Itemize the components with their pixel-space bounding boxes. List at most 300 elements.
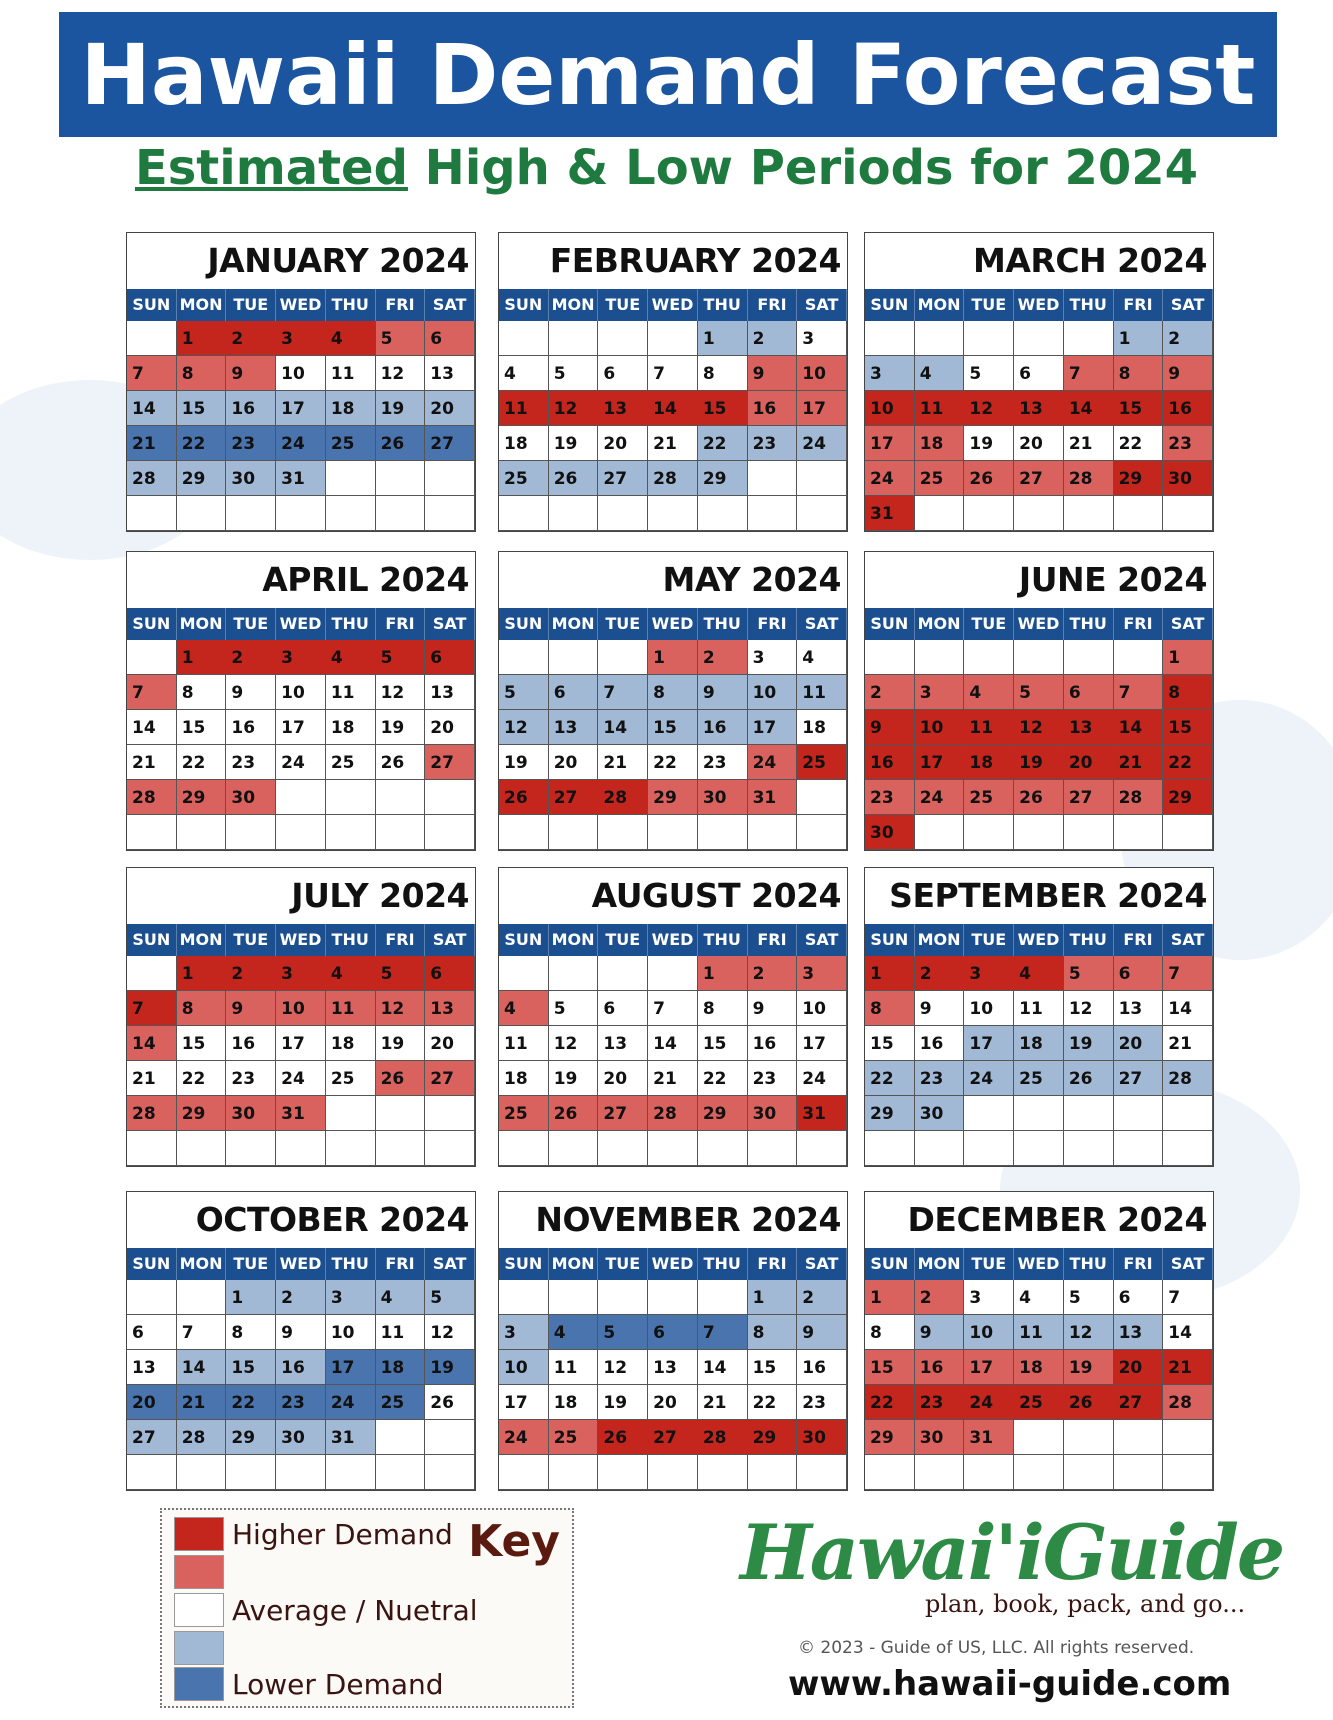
day-cell: 6: [598, 991, 648, 1026]
day-cell: 23: [1163, 426, 1213, 461]
weekday-label: MON: [549, 1248, 599, 1280]
empty-cell: [549, 956, 599, 991]
empty-cell: [1114, 1096, 1164, 1131]
day-cell: 11: [326, 675, 376, 710]
day-cell: 28: [1064, 461, 1114, 496]
day-cell: 23: [748, 1061, 798, 1096]
day-cell: 1: [698, 321, 748, 356]
day-cell: 7: [598, 675, 648, 710]
day-cell: 20: [648, 1385, 698, 1420]
day-cell: 21: [1163, 1350, 1213, 1385]
empty-cell: [1064, 1420, 1114, 1455]
day-cell: 12: [598, 1350, 648, 1385]
day-cell: 7: [1114, 675, 1164, 710]
legend-key: [160, 1508, 574, 1708]
day-cell: 29: [177, 461, 227, 496]
month-title: MAY 2024: [662, 560, 841, 599]
day-cell: 11: [964, 710, 1014, 745]
day-cell: 28: [648, 1096, 698, 1131]
empty-cell: [276, 496, 326, 531]
empty-cell: [499, 1131, 549, 1166]
day-cell: 18: [326, 710, 376, 745]
month-calendar: [498, 551, 848, 851]
weekday-label: MON: [915, 608, 965, 640]
day-cell: 18: [326, 1026, 376, 1061]
day-cell: 3: [964, 956, 1014, 991]
empty-cell: [648, 815, 698, 850]
day-cell: 6: [425, 321, 475, 356]
day-cell: 5: [598, 1315, 648, 1350]
weekday-label: WED: [1014, 924, 1064, 956]
month-calendar: [126, 551, 476, 851]
day-cell: 23: [226, 426, 276, 461]
weekday-label: SUN: [865, 1248, 915, 1280]
day-cell: 24: [865, 461, 915, 496]
day-cell: 22: [177, 426, 227, 461]
day-cell: 26: [499, 780, 549, 815]
day-grid: [865, 321, 1213, 531]
empty-cell: [549, 815, 599, 850]
day-cell: 14: [1163, 991, 1213, 1026]
empty-cell: [499, 496, 549, 531]
weekday-label: THU: [698, 608, 748, 640]
empty-cell: [1163, 1131, 1213, 1166]
day-cell: 13: [1064, 710, 1114, 745]
empty-cell: [425, 1455, 475, 1490]
day-cell: 14: [1064, 391, 1114, 426]
empty-cell: [598, 1131, 648, 1166]
day-cell: 16: [915, 1350, 965, 1385]
day-cell: 14: [648, 1026, 698, 1061]
empty-cell: [797, 496, 847, 531]
day-cell: 20: [1114, 1026, 1164, 1061]
day-cell: 31: [797, 1096, 847, 1131]
day-cell: 4: [549, 1315, 599, 1350]
weekday-label: WED: [276, 608, 326, 640]
weekday-label: THU: [1064, 924, 1114, 956]
empty-cell: [177, 1280, 227, 1315]
weekday-label: SAT: [425, 608, 475, 640]
day-cell: 19: [549, 1061, 599, 1096]
day-cell: 30: [698, 780, 748, 815]
empty-cell: [499, 956, 549, 991]
day-cell: 4: [964, 675, 1014, 710]
day-cell: 21: [648, 1061, 698, 1096]
swatch-higher: [174, 1517, 224, 1551]
day-cell: 9: [865, 710, 915, 745]
empty-cell: [748, 461, 798, 496]
month-title: DECEMBER 2024: [907, 1200, 1207, 1239]
day-cell: 27: [1114, 1061, 1164, 1096]
weekday-label: SUN: [865, 608, 915, 640]
weekday-label: SAT: [1163, 924, 1213, 956]
day-cell: 25: [499, 461, 549, 496]
day-cell: 18: [326, 391, 376, 426]
empty-cell: [376, 1096, 426, 1131]
day-cell: 28: [127, 1096, 177, 1131]
day-cell: 5: [1014, 675, 1064, 710]
key-label-average: Average / Nuetral: [232, 1593, 478, 1627]
day-cell: 2: [698, 640, 748, 675]
day-cell: 4: [499, 356, 549, 391]
day-cell: 10: [748, 675, 798, 710]
day-cell: 27: [425, 745, 475, 780]
day-cell: 20: [425, 710, 475, 745]
empty-cell: [1014, 640, 1064, 675]
day-cell: 7: [177, 1315, 227, 1350]
empty-cell: [1114, 815, 1164, 850]
day-cell: 17: [915, 745, 965, 780]
weekday-label: FRI: [748, 289, 798, 321]
day-cell: 18: [499, 1061, 549, 1096]
day-cell: 24: [326, 1385, 376, 1420]
weekday-label: FRI: [376, 608, 426, 640]
day-cell: 9: [748, 991, 798, 1026]
day-cell: 5: [376, 956, 426, 991]
day-cell: 10: [964, 1315, 1014, 1350]
day-cell: 7: [648, 356, 698, 391]
weekday-label: THU: [1064, 289, 1114, 321]
day-cell: 22: [1163, 745, 1213, 780]
empty-cell: [964, 321, 1014, 356]
day-cell: 14: [127, 710, 177, 745]
weekday-label: TUE: [226, 924, 276, 956]
day-cell: 23: [698, 745, 748, 780]
day-cell: 22: [1114, 426, 1164, 461]
day-cell: 23: [226, 745, 276, 780]
empty-cell: [326, 1455, 376, 1490]
day-cell: 30: [865, 815, 915, 850]
weekday-label: SAT: [797, 1248, 847, 1280]
day-cell: 5: [964, 356, 1014, 391]
day-cell: 30: [226, 1096, 276, 1131]
day-cell: 10: [276, 675, 326, 710]
day-cell: 29: [177, 1096, 227, 1131]
empty-cell: [865, 1455, 915, 1490]
empty-cell: [226, 815, 276, 850]
weekday-label: TUE: [964, 1248, 1014, 1280]
empty-cell: [177, 815, 227, 850]
day-cell: 21: [127, 426, 177, 461]
empty-cell: [1014, 1096, 1064, 1131]
day-cell: 30: [797, 1420, 847, 1455]
day-cell: 13: [549, 710, 599, 745]
day-cell: 11: [797, 675, 847, 710]
day-cell: 15: [177, 1026, 227, 1061]
page-title: Hawaii Demand Forecast: [80, 25, 1256, 124]
weekday-label: WED: [648, 289, 698, 321]
weekday-label: MON: [915, 1248, 965, 1280]
day-cell: 18: [549, 1385, 599, 1420]
empty-cell: [1014, 321, 1064, 356]
day-cell: 17: [326, 1350, 376, 1385]
day-cell: 26: [549, 461, 599, 496]
day-cell: 24: [964, 1385, 1014, 1420]
empty-cell: [326, 780, 376, 815]
day-cell: 16: [698, 710, 748, 745]
weekday-label: TUE: [226, 1248, 276, 1280]
day-cell: 24: [964, 1061, 1014, 1096]
day-cell: 15: [177, 710, 227, 745]
day-cell: 4: [326, 956, 376, 991]
weekday-label: MON: [549, 924, 599, 956]
day-cell: 27: [127, 1420, 177, 1455]
empty-cell: [376, 780, 426, 815]
empty-cell: [376, 1131, 426, 1166]
empty-cell: [177, 1455, 227, 1490]
day-cell: 13: [1114, 1315, 1164, 1350]
day-cell: 14: [1163, 1315, 1213, 1350]
weekday-label: TUE: [598, 608, 648, 640]
day-cell: 1: [177, 956, 227, 991]
day-cell: 16: [865, 745, 915, 780]
empty-cell: [326, 1131, 376, 1166]
website-link[interactable]: www.hawaii-guide.com: [788, 1664, 1232, 1704]
empty-cell: [748, 1131, 798, 1166]
day-cell: 1: [1163, 640, 1213, 675]
day-cell: 12: [549, 391, 599, 426]
day-cell: 18: [964, 745, 1014, 780]
empty-cell: [549, 1280, 599, 1315]
key-title: Key: [468, 1516, 560, 1567]
day-cell: 30: [276, 1420, 326, 1455]
empty-cell: [964, 815, 1014, 850]
day-cell: 12: [549, 1026, 599, 1061]
day-cell: 29: [1114, 461, 1164, 496]
day-cell: 24: [276, 745, 326, 780]
key-row-higher: [174, 1516, 453, 1552]
key-row-lower: [174, 1666, 444, 1702]
day-cell: 21: [1114, 745, 1164, 780]
weekday-label: TUE: [226, 608, 276, 640]
day-cell: 2: [865, 675, 915, 710]
day-cell: 21: [648, 426, 698, 461]
day-cell: 29: [177, 780, 227, 815]
empty-cell: [326, 815, 376, 850]
empty-cell: [1064, 1455, 1114, 1490]
weekday-label: MON: [177, 924, 227, 956]
day-cell: 5: [499, 675, 549, 710]
empty-cell: [748, 496, 798, 531]
day-cell: 25: [915, 461, 965, 496]
day-cell: 3: [865, 356, 915, 391]
empty-cell: [276, 1455, 326, 1490]
day-cell: 12: [425, 1315, 475, 1350]
weekday-label: MON: [915, 924, 965, 956]
swatch-high: [174, 1555, 224, 1589]
empty-cell: [648, 956, 698, 991]
day-cell: 15: [1163, 710, 1213, 745]
day-cell: 28: [1114, 780, 1164, 815]
day-cell: 30: [1163, 461, 1213, 496]
empty-cell: [648, 1455, 698, 1490]
empty-cell: [698, 815, 748, 850]
month-title: AUGUST 2024: [591, 876, 841, 915]
day-cell: 12: [376, 991, 426, 1026]
day-cell: 11: [549, 1350, 599, 1385]
month-title: OCTOBER 2024: [195, 1200, 469, 1239]
day-cell: 28: [698, 1420, 748, 1455]
day-cell: 25: [376, 1385, 426, 1420]
day-cell: 26: [425, 1385, 475, 1420]
day-cell: 27: [1014, 461, 1064, 496]
day-cell: 16: [276, 1350, 326, 1385]
weekday-label: FRI: [748, 1248, 798, 1280]
month-title: JUNE 2024: [1018, 560, 1207, 599]
empty-cell: [226, 1455, 276, 1490]
day-cell: 18: [499, 426, 549, 461]
empty-cell: [964, 1131, 1014, 1166]
day-cell: 9: [915, 1315, 965, 1350]
empty-cell: [127, 815, 177, 850]
empty-cell: [598, 1455, 648, 1490]
weekday-label: SUN: [499, 289, 549, 321]
weekday-label: SAT: [797, 608, 847, 640]
empty-cell: [1064, 321, 1114, 356]
day-cell: 8: [648, 675, 698, 710]
empty-cell: [376, 461, 426, 496]
day-cell: 1: [748, 1280, 798, 1315]
day-cell: 2: [748, 321, 798, 356]
day-cell: 25: [1014, 1385, 1064, 1420]
day-cell: 6: [648, 1315, 698, 1350]
empty-cell: [276, 780, 326, 815]
day-cell: 25: [964, 780, 1014, 815]
day-cell: 17: [797, 391, 847, 426]
empty-cell: [964, 1455, 1014, 1490]
empty-cell: [1064, 640, 1114, 675]
day-cell: 1: [1114, 321, 1164, 356]
day-cell: 16: [748, 1026, 798, 1061]
weekday-label: SAT: [425, 1248, 475, 1280]
day-cell: 23: [915, 1061, 965, 1096]
day-cell: 29: [865, 1420, 915, 1455]
weekday-header: [865, 608, 1213, 640]
day-cell: 20: [598, 1061, 648, 1096]
empty-cell: [598, 1280, 648, 1315]
key-label-lower: Lower Demand: [232, 1667, 444, 1701]
day-cell: 31: [276, 1096, 326, 1131]
swatch-lower: [174, 1667, 224, 1701]
day-cell: 4: [1014, 1280, 1064, 1315]
weekday-label: THU: [1064, 1248, 1114, 1280]
weekday-label: TUE: [226, 289, 276, 321]
day-cell: 28: [1163, 1061, 1213, 1096]
logo-tagline: plan, book, pack, and go...: [925, 1590, 1246, 1618]
empty-cell: [549, 496, 599, 531]
weekday-label: FRI: [1114, 924, 1164, 956]
empty-cell: [648, 1131, 698, 1166]
day-cell: 20: [1014, 426, 1064, 461]
day-grid: [865, 640, 1213, 850]
day-cell: 7: [1163, 1280, 1213, 1315]
day-cell: 19: [1064, 1350, 1114, 1385]
weekday-header: [499, 608, 847, 640]
day-cell: 6: [425, 640, 475, 675]
weekday-label: WED: [648, 1248, 698, 1280]
day-cell: 5: [1064, 956, 1114, 991]
day-cell: 26: [1064, 1385, 1114, 1420]
day-grid: [499, 956, 847, 1166]
weekday-label: SAT: [1163, 289, 1213, 321]
weekday-label: SAT: [1163, 608, 1213, 640]
weekday-label: MON: [177, 289, 227, 321]
day-cell: 24: [276, 1061, 326, 1096]
weekday-label: WED: [1014, 608, 1064, 640]
day-cell: 19: [549, 426, 599, 461]
key-label-higher: Higher Demand: [232, 1517, 453, 1551]
day-cell: 9: [797, 1315, 847, 1350]
day-cell: 30: [748, 1096, 798, 1131]
day-cell: 29: [698, 1096, 748, 1131]
weekday-label: WED: [1014, 289, 1064, 321]
weekday-label: SUN: [499, 924, 549, 956]
day-cell: 24: [499, 1420, 549, 1455]
weekday-label: THU: [326, 924, 376, 956]
empty-cell: [1014, 815, 1064, 850]
day-cell: 25: [326, 426, 376, 461]
weekday-header: [865, 289, 1213, 321]
key-row-high: [174, 1554, 232, 1590]
day-cell: 7: [648, 991, 698, 1026]
month-calendar: [864, 867, 1214, 1167]
weekday-label: MON: [549, 289, 599, 321]
day-cell: 6: [1114, 1280, 1164, 1315]
day-cell: 27: [425, 1061, 475, 1096]
day-cell: 11: [326, 356, 376, 391]
day-cell: 8: [748, 1315, 798, 1350]
weekday-header: [127, 924, 475, 956]
empty-cell: [549, 321, 599, 356]
month-calendar: [498, 1191, 848, 1491]
day-cell: 14: [127, 1026, 177, 1061]
day-cell: 19: [376, 1026, 426, 1061]
weekday-label: SAT: [797, 924, 847, 956]
empty-cell: [865, 640, 915, 675]
day-cell: 26: [376, 745, 426, 780]
day-cell: 29: [698, 461, 748, 496]
day-grid: [127, 956, 475, 1166]
day-cell: 20: [425, 391, 475, 426]
day-cell: 13: [1014, 391, 1064, 426]
weekday-label: FRI: [376, 1248, 426, 1280]
day-cell: 7: [127, 675, 177, 710]
month-title: JULY 2024: [291, 876, 469, 915]
weekday-label: FRI: [1114, 608, 1164, 640]
weekday-header: [127, 608, 475, 640]
day-cell: 16: [915, 1026, 965, 1061]
day-cell: 24: [748, 745, 798, 780]
day-cell: 12: [1064, 991, 1114, 1026]
empty-cell: [1163, 496, 1213, 531]
month-calendar: [864, 1191, 1214, 1491]
empty-cell: [797, 461, 847, 496]
day-cell: 19: [499, 745, 549, 780]
empty-cell: [698, 496, 748, 531]
day-cell: 15: [698, 1026, 748, 1061]
day-cell: 21: [127, 1061, 177, 1096]
weekday-header: [127, 289, 475, 321]
day-cell: 13: [648, 1350, 698, 1385]
day-cell: 26: [1014, 780, 1064, 815]
weekday-label: WED: [276, 1248, 326, 1280]
day-cell: 9: [276, 1315, 326, 1350]
day-cell: 6: [1064, 675, 1114, 710]
day-cell: 22: [748, 1385, 798, 1420]
empty-cell: [127, 1280, 177, 1315]
empty-cell: [177, 1131, 227, 1166]
day-cell: 30: [915, 1420, 965, 1455]
